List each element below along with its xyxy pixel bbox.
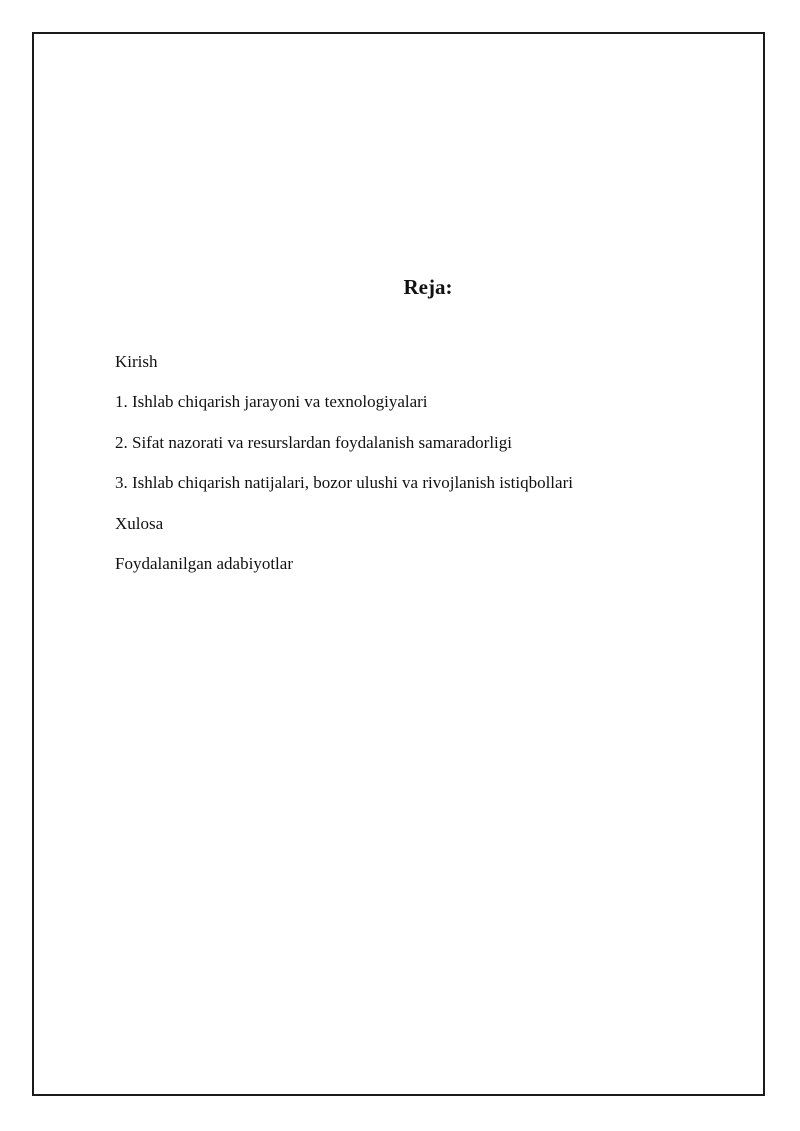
plan-item-introduction: Kirish xyxy=(115,352,158,371)
plan-item-conclusion: Xulosa xyxy=(115,513,164,533)
plan-item-2: 2. Sifat nazorati va resurslardan foydalanish samaradorligi xyxy=(115,432,513,452)
plan-item-3: 3. Ishlab chiqarish natijalari, bozor ulushi va rivojlanish istiqbollari xyxy=(115,473,573,493)
page-title: Reja: xyxy=(403,275,453,299)
plan-item-1: 1. Ishlab chiqarish jarayoni va texnologiyalari xyxy=(115,392,428,412)
plan-list xyxy=(115,350,573,592)
plan-item-references: Foydalanilgan adabiyotlar xyxy=(115,553,293,573)
